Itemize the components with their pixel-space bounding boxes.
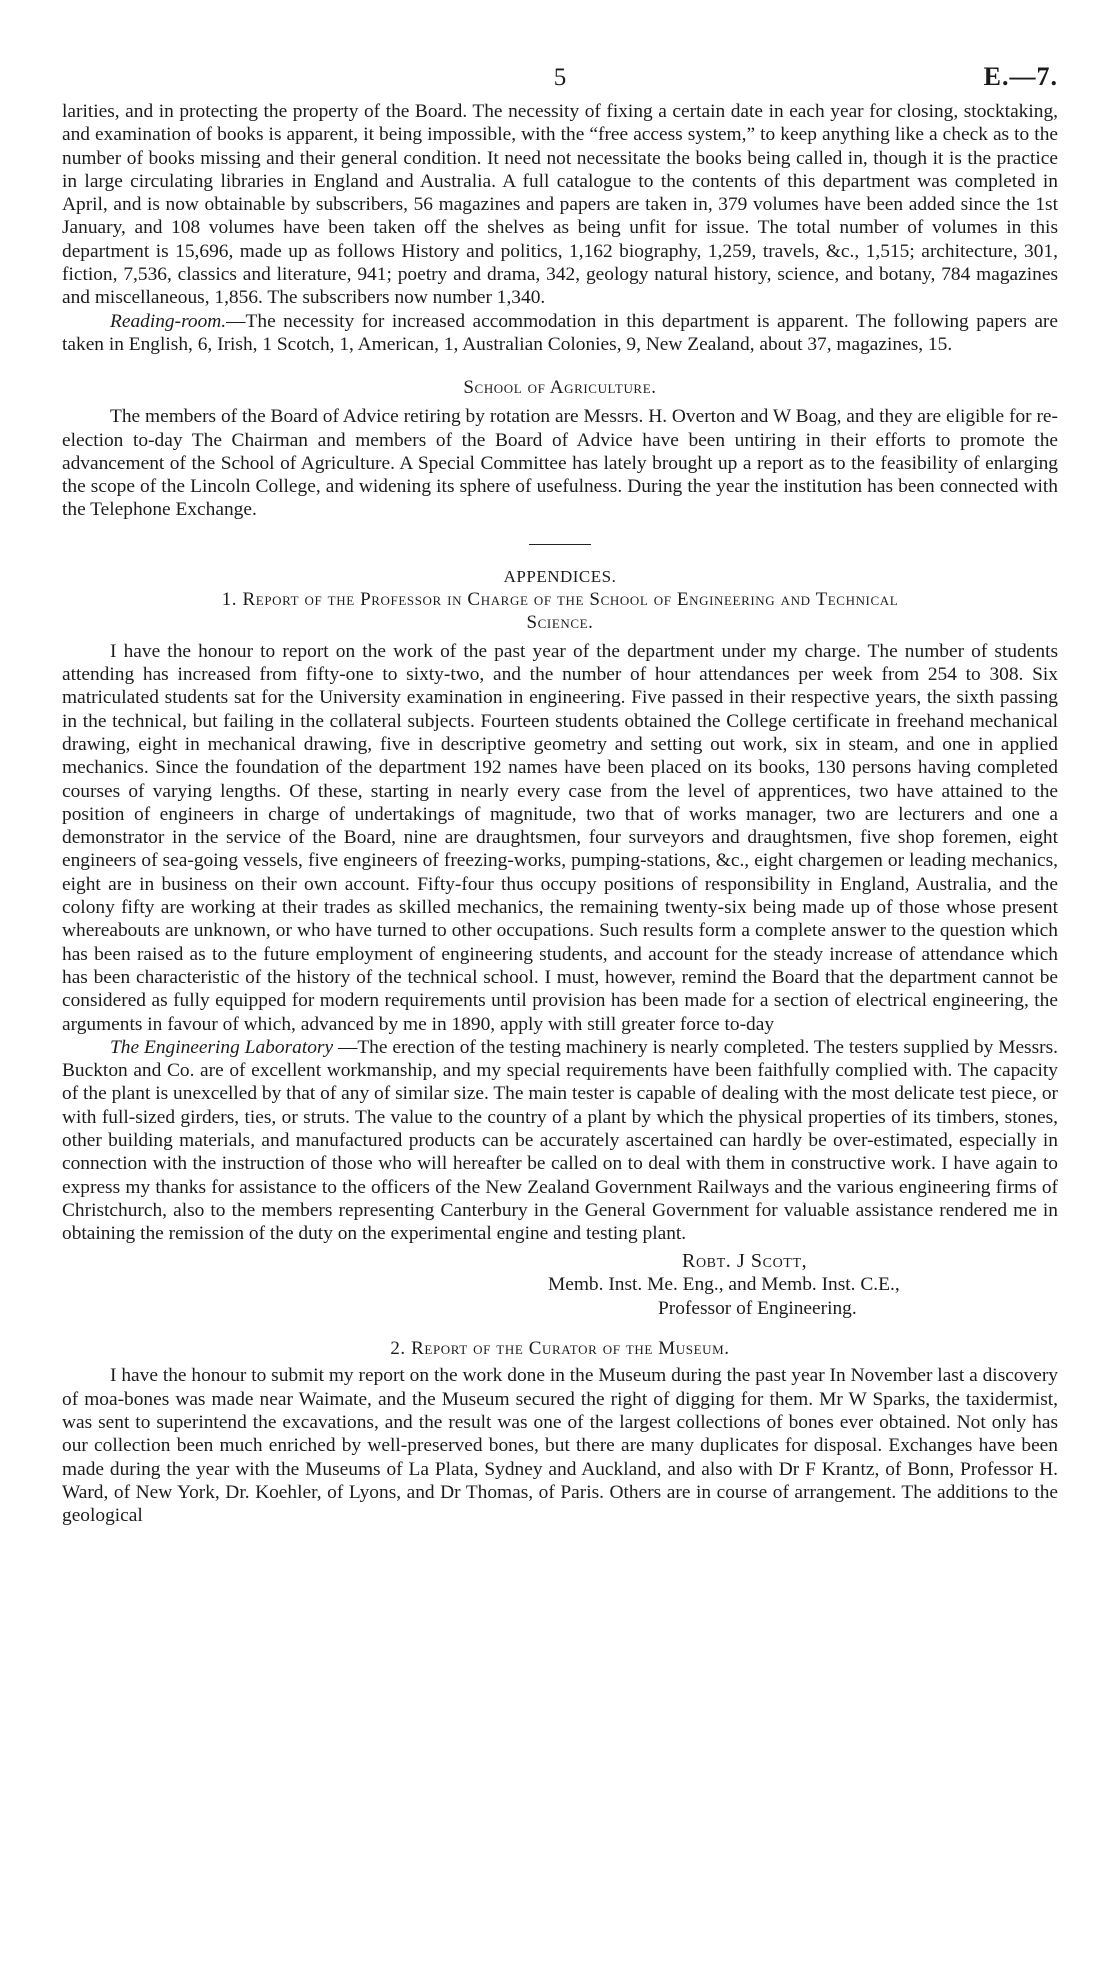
page-number: 5 bbox=[553, 64, 567, 91]
engineering-report-paragraph: I have the honour to report on the work of the past year of the department under my charge. The number of students attending has increased from fifty-one to sixty-two, and the number of hour attendances per week from 254 to 308. Six matriculated students sat for the University examination in engineering. Five passed in their respective years, the sixth passing in the technical, but failing in the collateral subjects. Fourteen students obtained the College certificate in freehand mechanical drawing, eight in mechanical drawing, five in descriptive geometry and setting out work, six in steam, and one in applied mechanics. Since the foundation of the department 192 names have been placed on its books, 130 persons having completed courses of varying lengths. Of these, starting in nearly every case from the level of apprentices, two have attained to the position of engineers in charge of undertakings of magnitude, two that of works manager, two are lecturers and one a demonstrator in the service of the Board, nine are draughtsmen, four surveyors and draughtsmen, five shop foremen, eight engineers of sea-going vessels, five engineers of freezing-works, pumping-stations, &c., eight chargemen or leading mechanics, eight are in business on their own account. Fifty-four thus occupy positions of responsibility in England, Australia, and the colony fifty are working at their trades as skilled mechanics, the remaining twenty-six being made up of those whose present whereabouts are unknown, or who have turned to other occupations. Such results form a complete answer to the question which has been raised as to the future employment of engineering students, and account for the steady increase of attendance which has been characteristic of the history of the technical school. I must, however, remind the Board that the department cannot be considered as fully equipped for modern requirements until provision has been made for a section of electrical engineering, the arguments in favour of which, advanced by me in 1890, apply with still greater force to-day bbox=[62, 640, 1058, 1035]
agriculture-heading: School of Agriculture. bbox=[463, 377, 657, 399]
signature-title: Professor of Engineering. bbox=[658, 1298, 857, 1320]
signature-credentials: Memb. Inst. Me. Eng., and Memb. Inst. C.E., bbox=[548, 1274, 900, 1296]
document-page bbox=[62, 60, 1058, 1528]
report1-heading-line2: Science. bbox=[526, 611, 594, 633]
signature-name: Robt. J Scott, bbox=[682, 1250, 808, 1273]
document-reference: E.—7. bbox=[983, 62, 1058, 91]
engineering-laboratory-label: The Engineering Laboratory bbox=[110, 1036, 334, 1058]
appendices-heading: APPENDICES. bbox=[503, 566, 617, 586]
library-continued-paragraph: larities, and in protecting the property of the Board. The necessity of fixing a certain date in each year for closing, stocktaking, and examination of books is apparent, it being impossible, with the “free access system,” to keep anything like a check as to the number of books missing and their general condition. It need not necessitate the books being called in, though it is the practice in large circulating libraries in England and Australia. A full catalogue to the contents of this department was completed in April, and is now obtainable by subscribers, 56 magazines and papers are taken in, 379 volumes have been added since the 1st January, and 108 volumes have been taken off the shelves as being unfit for issue. The total number of volumes in this department is 15,696, made up as follows History and politics, 1,162 biography, 1,259, travels, &c., 1,515; architecture, 301, fiction, 7,536, classics and literature, 941; poetry and drama, 342, geology natural history, science, and botany, 784 magazines and miscellaneous, 1,856. The subscribers now number 1,340. bbox=[62, 101, 1058, 309]
engineering-laboratory-text: —The erection of the testing machinery is nearly completed. The testers supplied by Messrs. Buckton and Co. are of excellent workmanship, and my special requirements have been faithfully complied with. The capacity of the plant is unexcelled by that of any of similar size. The main tester is capable of dealing with the most delicate test piece, or with full-sized girders, ties, or struts. The value to the country of a plant by which the physical properties of its timbers, stones, other building materials, and manufactured products can be accurately ascertained can hardly be over-estimated, especially in connection with the instruction of those who will hereafter be called on to deal with them in constructive work. I have again to express my thanks for assistance to the officers of the New Zealand Government Railways and the various engineering firms of Christchurch, also to the members representing Canterbury in the General Government for valuable assistance rendered me in obtaining the remission of the duty on the experimental engine and testing plant. bbox=[62, 1036, 1058, 1245]
reading-room-label: Reading-room. bbox=[110, 310, 227, 332]
engineering-laboratory-paragraph bbox=[62, 1036, 1058, 1246]
agriculture-paragraph: The members of the Board of Advice retiring by rotation are Messrs. H. Overton and W Boag, and they are eligible for re-election to-day The Chairman and members of the Board of Advice have been untiring in their efforts to promote the advancement of the School of Agriculture. A Special Committee has lately brought up a report as to the feasibility of enlarging the scope of the Lincoln College, and widening its sphere of usefulness. During the year the institution has been connected with the Telephone Exchange. bbox=[62, 406, 1058, 521]
page-header bbox=[62, 60, 1058, 100]
reading-room-text: —The necessity for increased accommodation in this department is apparent. The following papers are taken in English, 6, Irish, 1 Scotch, 1, American, 1, Australian Colonies, 9, New Zealand, about 37, magazines, 15. bbox=[62, 310, 1058, 355]
reading-room-paragraph bbox=[62, 310, 1058, 357]
section-divider bbox=[529, 544, 591, 545]
report2-heading: 2. Report of the Curator of the Museum. bbox=[390, 1338, 730, 1360]
museum-report-paragraph: I have the honour to submit my report on the work done in the Museum during the past year In November last a discovery of moa-bones was made near Waimate, and the Museum secured the right of digging for them. Mr W Sparks, the taxidermist, was sent to superintend the excavations, and the result was one of the largest collections of bones ever obtained. Not only has our collection been much enriched by well-preserved bones, but there are many duplicates for disposal. Exchanges have been made during the year with the Museums of La Plata, Sydney and Auckland, and also with Dr F Krantz, of Bonn, Professor H. Ward, of New York, Dr. Koehler, of Lyons, and Dr Thomas, of Paris. Others are in course of arrangement. The additions to the geological bbox=[62, 1365, 1058, 1527]
signature-block bbox=[62, 1249, 1058, 1321]
report1-heading-line1: 1. Report of the Professor in Charge of the School of Engineering and Technical bbox=[221, 588, 899, 610]
